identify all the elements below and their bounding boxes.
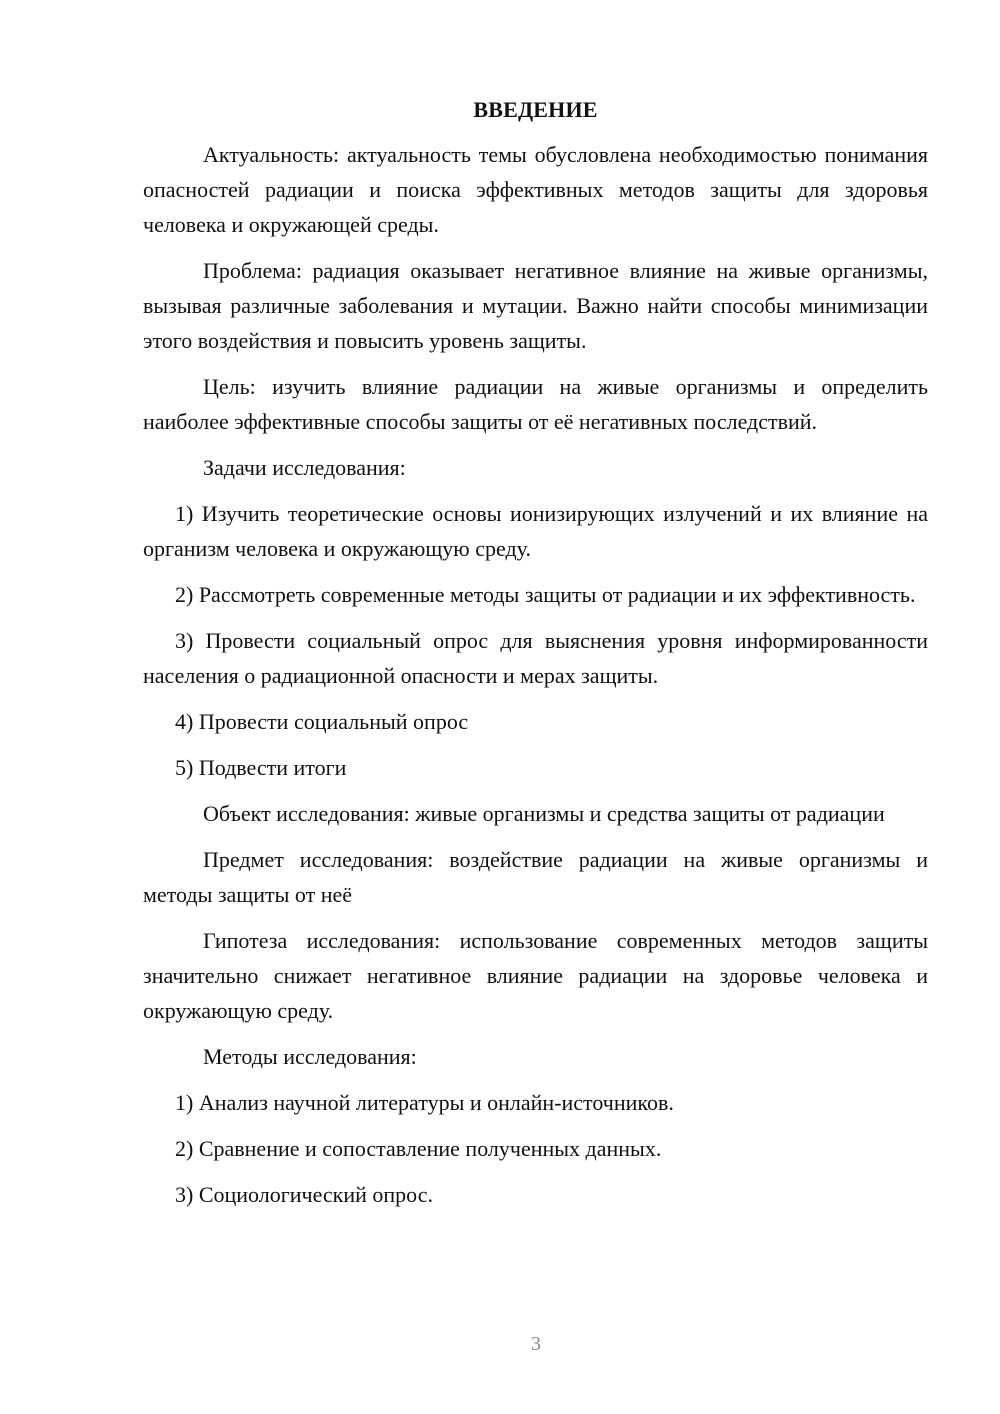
tasks-heading: Задачи исследования: — [203, 455, 406, 480]
methods-heading: Методы исследования: — [203, 1044, 417, 1069]
paragraph-subject: Предмет исследования: воздействие радиации на живые организмы и методы защиты от неё — [143, 847, 928, 907]
page-number: 3 — [531, 1333, 541, 1355]
task-item-3: 3) Провести социальный опрос для выяснения уровня информированности населения о радиационной опасности и мерах защиты. — [143, 628, 928, 688]
paragraph-problem: Проблема: радиация оказывает негативное влияние на живые организмы, вызывая различные заболевания и мутации. Важно найти способы минимизации этого воздействия и повысить уровень защиты. — [143, 258, 928, 353]
document-body — [143, 95, 928, 1223]
method-item-3: 3) Социологический опрос. — [175, 1182, 433, 1207]
task-item-2: 2) Рассмотреть современные методы защиты от радиации и их эффективность. — [175, 582, 916, 607]
method-item-2: 2) Сравнение и сопоставление полученных данных. — [175, 1136, 662, 1161]
task-item-1: 1) Изучить теоретические основы ионизирующих излучений и их влияние на организм человека и окружающую среду. — [143, 501, 928, 561]
paragraph-object: Объект исследования: живые организмы и средства защиты от радиации — [203, 801, 885, 826]
page-title: ВВЕДЕНИЕ — [473, 97, 598, 122]
paragraph-hypothesis: Гипотеза исследования: использование современных методов защиты значительно снижает негативное влияние радиации на здоровье человека и окружающую среду. — [143, 928, 928, 1023]
method-item-1: 1) Анализ научной литературы и онлайн-источников. — [175, 1090, 674, 1115]
task-item-4: 4) Провести социальный опрос — [175, 709, 469, 734]
paragraph-relevance: Актуальность: актуальность темы обусловлена необходимостью понимания опасностей радиации и поиска эффективных методов защиты для здоровья человека и окружающей среды. — [143, 142, 928, 237]
task-item-5: 5) Подвести итоги — [175, 755, 347, 780]
paragraph-goal: Цель: изучить влияние радиации на живые организмы и определить наиболее эффективные способы защиты от её негативных последствий. — [143, 374, 928, 434]
